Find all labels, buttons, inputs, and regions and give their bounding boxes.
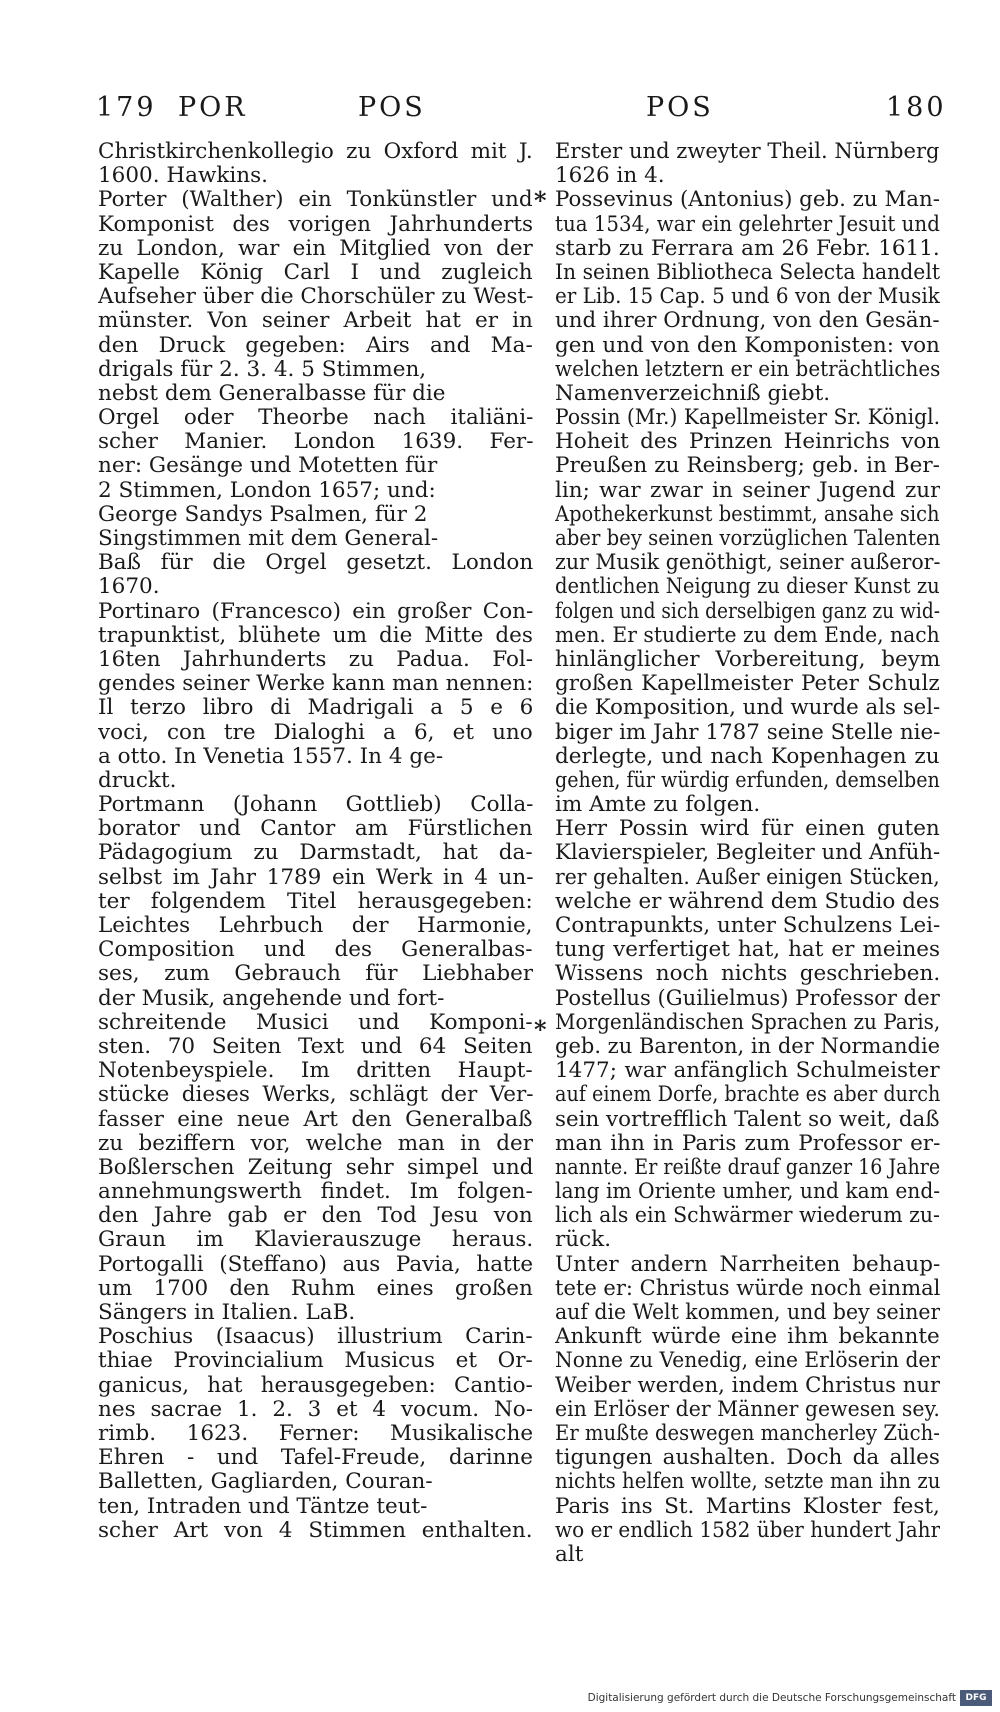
text-line: rimb. 1623. Ferner: Musikalische — [98, 1421, 533, 1446]
text-line: ses, zum Gebrauch für Liebhaber — [98, 962, 533, 987]
text-line: scher Manier. London 1639. Fer- — [98, 430, 533, 455]
text-line: Composition und des Generalbas- — [98, 938, 533, 963]
text-line: Komponist des vorigen Jahrhunderts — [98, 212, 533, 237]
text-line: den Druck gegeben: Airs and Ma- — [98, 333, 533, 358]
left-header-word-2: POS — [358, 92, 426, 123]
text-line: scher Art von 4 Stimmen enthalten. — [98, 1518, 533, 1543]
text-line: 1600. Hawkins. — [98, 164, 268, 189]
text-line: George Sandys Psalmen, für 2 — [98, 502, 428, 527]
text-line: Balletten, Gagliarden, Couran- — [98, 1470, 433, 1495]
text-line: Morgenländischen Sprachen zu Paris, — [555, 1010, 940, 1035]
text-line: ten, Intraden und Täntze teut- — [98, 1494, 428, 1519]
text-line: Erster und zweyter Theil. Nürnberg — [555, 140, 940, 164]
text-line: Nonne zu Venedig, eine Erlöserin der — [555, 1349, 940, 1374]
text-line: derlegte, und nach Kopenhagen zu — [555, 744, 940, 769]
text-line: geb. zu Barenton, in der Normandie — [555, 1034, 940, 1059]
text-line: Portogalli (Steffano) aus Pavia, hatte — [98, 1252, 533, 1277]
text-line: biger im Jahr 1787 seine Stelle nie- — [555, 720, 940, 745]
text-line: großen Kapellmeister Peter Schulz — [555, 672, 940, 697]
text-line: Poschius (Isaacus) illustrium Carin- — [98, 1325, 533, 1350]
left-header-word-1: POR — [178, 92, 248, 123]
text-line: Pädagogium zu Darmstadt, hat da- — [98, 841, 533, 866]
text-line: ner: Gesänge und Motetten für — [98, 454, 438, 479]
text-line: nannte. Er reißte drauf ganzer 16 Jahre — [555, 1155, 940, 1180]
text-line: sten. 70 Seiten Text und 64 Seiten — [98, 1034, 533, 1059]
text-line: zu London, war ein Mitglied von der — [98, 236, 533, 261]
text-line: Sängers in Italien. LaB. — [98, 1301, 356, 1325]
text-line: folgen und sich derselbigen ganz zu wid- — [555, 599, 940, 624]
text-line: nes sacrae 1. 2. 3 et 4 vocum. No- — [98, 1397, 533, 1422]
text-line: Singstimmen mit dem General- — [98, 527, 439, 551]
text-line: Wissens noch nichts geschrieben. — [555, 962, 940, 987]
text-line: Paris ins St. Martins Kloster fest, — [555, 1494, 940, 1519]
text-line: sein vortrefflich Talent so weit, daß — [555, 1107, 940, 1132]
text-line: Porter (Walther) ein Tonkünstler und — [98, 188, 533, 213]
text-line: man ihn in Paris zum Professor er- — [555, 1131, 940, 1156]
dfg-logo: DFG — [960, 1690, 992, 1706]
text-line: men. Er studierte zu dem Ende, nach — [555, 623, 940, 648]
text-line: Christkirchenkollegio zu Oxford mit J. — [98, 140, 533, 164]
text-line: Leichtes Lehrbuch der Harmonie, — [98, 914, 533, 938]
text-line: Er mußte deswegen mancherley Züch- — [555, 1421, 940, 1446]
text-line: tua 1534, war ein gelehrter Jesuit und — [555, 212, 940, 237]
text-line: und ihrer Ordnung, von den Gesän- — [555, 309, 940, 334]
text-line: Graun im Klavierauszuge heraus. — [98, 1228, 533, 1253]
text-line: Apothekerkunst bestimmt, ansahe sich — [555, 502, 940, 527]
text-line: 1626 in 4. — [555, 164, 665, 189]
text-line: den Jahre gab er den Tod Jesu von — [98, 1204, 533, 1229]
text-line: Possin (Mr.) Kapellmeister Sr. Königl. — [555, 406, 940, 431]
text-line: tete er: Christus würde noch einmal — [555, 1276, 940, 1301]
text-line: zu beziffern vor, welche man in der — [98, 1131, 533, 1156]
text-line: selbst im Jahr 1789 ein Werk in 4 un- — [98, 865, 533, 890]
text-line: nebst dem Generalbasse für die — [98, 381, 446, 406]
text-line: lang im Oriente umher, und kam end- — [555, 1180, 940, 1205]
text-line: Preußen zu Reinsberg; geb. in Ber- — [555, 454, 940, 479]
text-line: 1477; war anfänglich Schulmeister — [555, 1059, 940, 1084]
text-line: Herr Possin wird für einen guten — [555, 817, 940, 842]
text-line: zur Musik genöthigt, seiner außeror- — [555, 551, 940, 576]
text-line: Namenverzeichniß giebt. — [555, 381, 831, 406]
text-line: annehmungswerth findet. Im folgen- — [98, 1180, 533, 1205]
text-line: Klavierspieler, Begleiter und Anfüh- — [555, 841, 940, 866]
text-line: im Amte zu folgen. — [555, 793, 761, 818]
text-line: um 1700 den Ruhm eines großen — [98, 1276, 533, 1301]
text-line: 16ten Jahrhunderts zu Padua. Fol- — [98, 647, 533, 672]
text-line: der Musik, angehende und fort- — [98, 986, 445, 1011]
text-line: Ehren - und Tafel-Freude, darinne — [98, 1446, 533, 1471]
text-line: Aufseher über die Chorschüler zu West- — [98, 285, 533, 310]
text-line: schreitende Musici und Komponi- — [98, 1010, 533, 1035]
text-line: Postellus (Guilielmus) Professor der — [555, 986, 940, 1011]
text-line: 2 Stimmen, London 1657; und: — [98, 478, 436, 503]
text-line: starb zu Ferrara am 26 Febr. 1611. — [555, 236, 940, 261]
text-line: münster. Von seiner Arbeit hat er in — [98, 309, 533, 334]
text-line: tung verfertiget hat, hat er meines — [555, 938, 940, 963]
asterisk-mark-possevinus: * — [534, 186, 547, 215]
text-line: fasser eine neue Art den Generalbaß — [98, 1107, 533, 1132]
text-line: a otto. In Venetia 1557. In 4 ge- — [98, 744, 444, 769]
text-line: Portinaro (Francesco) ein großer Con- — [98, 599, 533, 624]
left-page-number: 179 — [96, 92, 157, 123]
text-line: lin; war zwar in seiner Jugend zur — [555, 478, 940, 503]
text-line: 1670. — [98, 575, 160, 600]
text-line: rer gehalten. Außer einigen Stücken, — [555, 865, 940, 890]
text-line: gehen, für würdig erfunden, demselben — [555, 768, 940, 793]
text-line: lich als ein Schwärmer wiederum zu- — [555, 1204, 940, 1229]
text-line: auf einem Dorfe, brachte es aber durch — [555, 1083, 940, 1108]
text-line: Possevinus (Antonius) geb. zu Man- — [555, 188, 940, 213]
text-line: drigals für 2. 3. 4. 5 Stimmen, — [98, 357, 427, 382]
text-line: borator und Cantor am Fürstlichen — [98, 817, 533, 842]
text-line: ter folgendem Titel herausgegeben: — [98, 889, 533, 914]
digitization-credit: Digitalisierung gefördert durch die Deutsche Forschungsgemeinschaft — [587, 1692, 956, 1704]
text-line: dentlichen Neigung zu dieser Kunst zu — [555, 575, 940, 600]
text-line: Hoheit des Prinzen Heinrichs von — [555, 430, 940, 455]
text-line: welche er während dem Studio des — [555, 889, 940, 914]
text-line: Unter andern Narrheiten behaup- — [555, 1252, 940, 1277]
text-line: tigungen aushalten. Doch da alles — [555, 1446, 940, 1471]
right-header-word: POS — [646, 92, 714, 123]
text-line: er Lib. 15 Cap. 5 und 6 von der Musik — [555, 285, 940, 310]
text-line: Kapelle König Carl I und zugleich — [98, 260, 533, 285]
text-line: rück. — [555, 1228, 612, 1253]
asterisk-mark-postellus: * — [534, 1015, 547, 1044]
text-line: Portmann (Johann Gottlieb) Colla- — [98, 793, 533, 818]
text-line: Il terzo libro di Madrigali a 5 e 6 — [98, 696, 533, 721]
left-text-column — [98, 140, 533, 1543]
text-line: Weiber werden, indem Christus nur — [555, 1373, 940, 1398]
text-line: hinlänglicher Vorbereitung, beym — [555, 647, 940, 672]
text-line: Orgel oder Theorbe nach italiäni- — [98, 406, 533, 431]
text-line: trapunktist, blühete um die Mitte des — [98, 623, 533, 648]
text-line: stücke dieses Werks, schlägt der Ver- — [98, 1083, 533, 1108]
text-line: Contrapunkts, unter Schulzens Lei- — [555, 914, 940, 938]
text-line: alt — [555, 1542, 584, 1567]
text-line: Ankunft würde eine ihm bekannte — [555, 1325, 940, 1350]
right-page-number: 180 — [886, 92, 947, 123]
text-line: auf die Welt kommen, und bey seiner — [555, 1301, 940, 1325]
page-footer — [0, 1688, 1000, 1712]
text-line: ganicus, hat herausgegeben: Cantio- — [98, 1373, 533, 1398]
text-line: gen und von den Komponisten: von — [555, 333, 940, 358]
text-line: die Komposition, und wurde als sel- — [555, 696, 940, 721]
text-line: nichts helfen wollte, setzte man ihn zu — [555, 1470, 940, 1495]
text-line: thiae Provincialium Musicus et Or- — [98, 1349, 533, 1374]
text-line: Baß für die Orgel gesetzt. London — [98, 551, 533, 576]
text-line: voci, con tre Dialoghi a 6, et uno — [98, 720, 533, 745]
text-line: wo er endlich 1582 über hundert Jahr — [555, 1518, 940, 1543]
text-line: Boßlerschen Zeitung sehr simpel und — [98, 1155, 533, 1180]
text-line: aber bey seinen vorzüglichen Talenten — [555, 527, 940, 551]
text-line: druckt. — [98, 768, 177, 793]
text-line: Notenbeyspiele. Im dritten Haupt- — [98, 1059, 533, 1084]
running-header — [96, 92, 946, 132]
text-line: gendes seiner Werke kann man nennen: — [98, 672, 533, 697]
right-text-column — [555, 140, 940, 1567]
text-line: ein Erlöser der Männer gewesen sey. — [555, 1397, 940, 1422]
text-line: welchen letztern er ein beträchtliches — [555, 357, 940, 382]
text-line: In seinen Bibliotheca Selecta handelt — [555, 260, 940, 285]
